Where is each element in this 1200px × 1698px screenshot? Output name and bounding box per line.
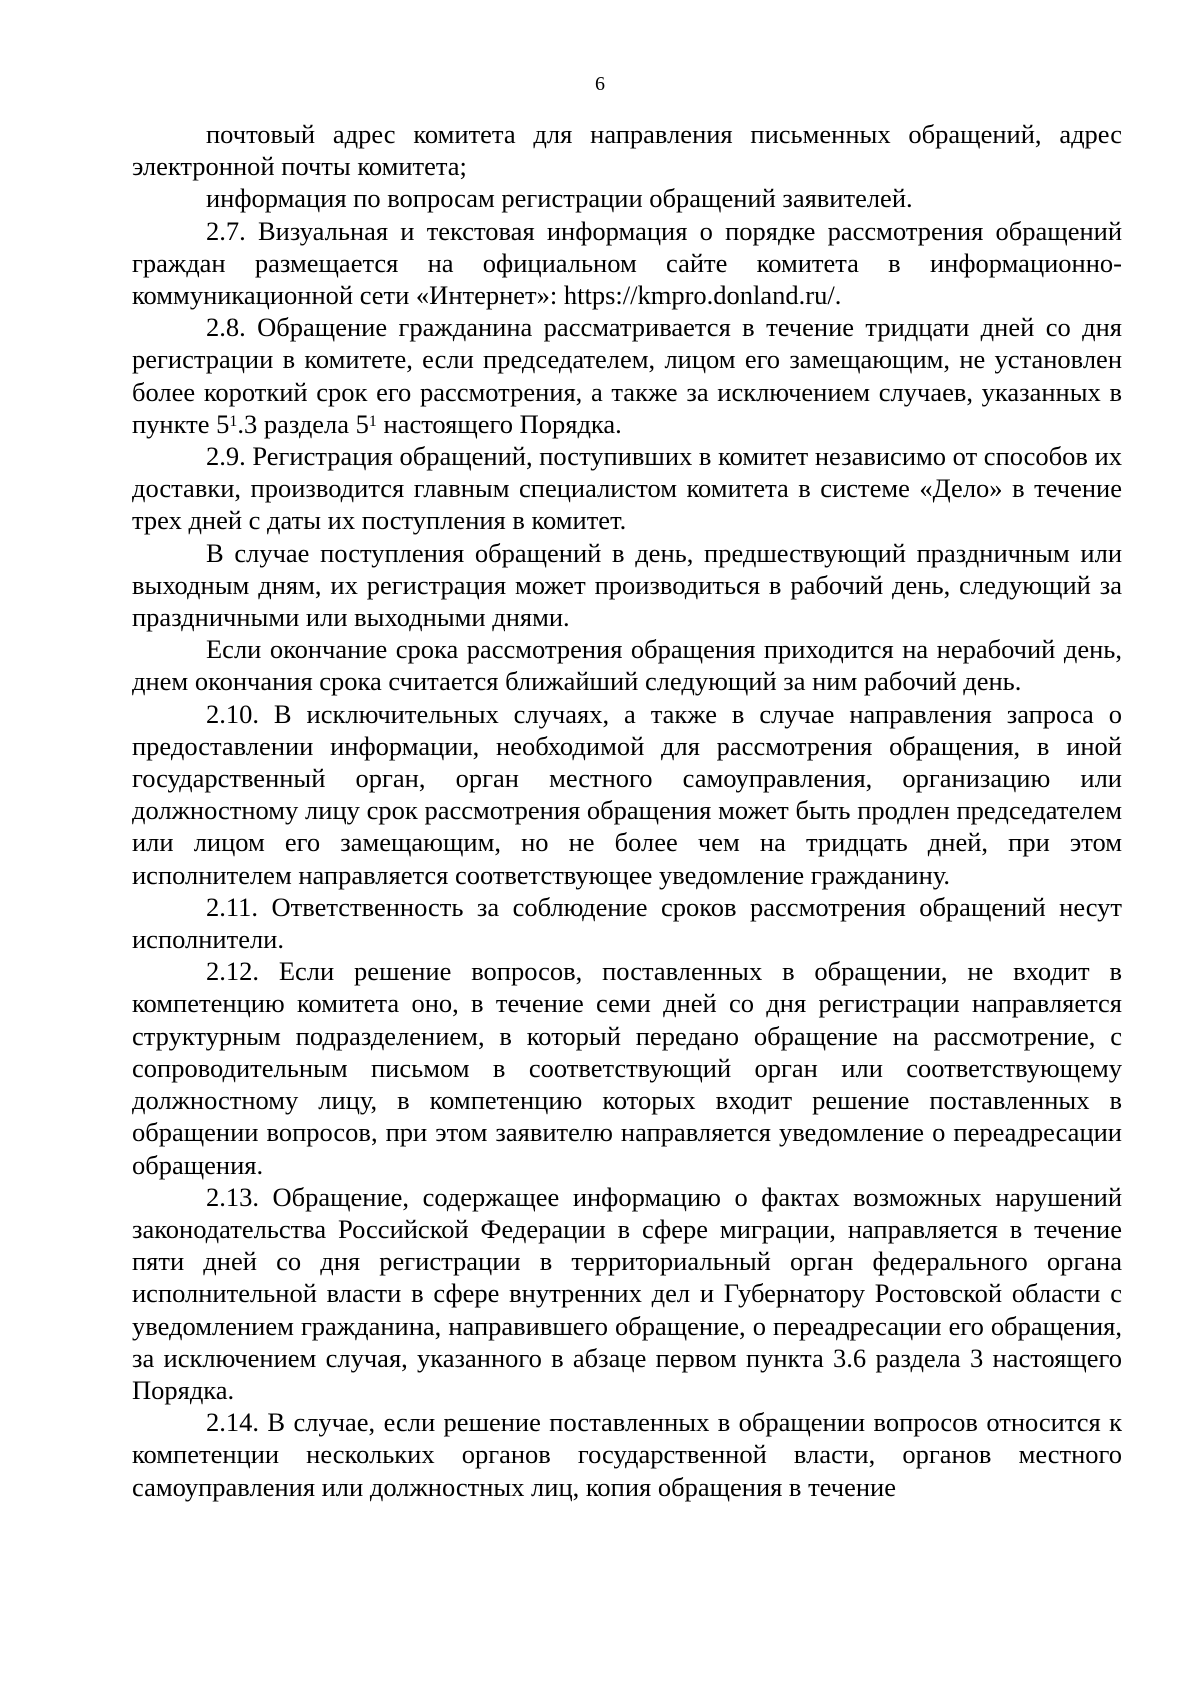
section-ref-superscript-2: 1	[368, 412, 377, 430]
section-ref-superscript: 1	[229, 412, 238, 430]
paragraph-2-11: 2.11. Ответственность за соблюдение сроков рассмотрения обращений несут исполнители.	[132, 891, 1122, 955]
section-ref-base: 5	[216, 408, 230, 439]
paragraph-2-9: 2.9. Регистрация обращений, поступивших в комитет независимо от способов их доставки, производится главным специалистом комитета в системе «Дело» в течение трех дней с даты их поступления в комитет.	[132, 441, 1122, 536]
paragraph-2-10: 2.10. В исключительных случаях, а также в случае направления запроса о предоставлении информации, необходимой для рассмотрения обращения, в иной государственный орган, орган местного самоуправления, организацию или должностному лицу срок рассмотрения обращения может быть продлен председателем или лицом его замещающим, но не более чем на тридцать дней, при этом исполнителем направляется соответствующее уведомление гражданину.	[132, 698, 1122, 890]
document-body	[132, 118, 1122, 1503]
paragraph-2-13: 2.13. Обращение, содержащее информацию о фактах возможных нарушений законодательства Российской Федерации в сфере миграции, направляется в течение пяти дней со дня регистрации в территориальный орган федерального органа исполнительной власти в сфере внутренних дел и Губернатору Ростовской области с уведомлением гражданина, направившего обращение, о переадресации его обращения, за исключением случая, указанного в абзаце первом пункта 3.6 раздела 3 настоящего Порядка.	[132, 1181, 1122, 1405]
section-ref-base-2: 5	[355, 408, 369, 439]
paragraph-registration-info: информация по вопросам регистрации обращений заявителей.	[206, 183, 913, 214]
paragraph-2-8-text: 2.8. Обращение гражданина рассматривается в течение тридцати дней со дня регистрации в комитете, если председателем, лицом его замещающим, не установлен более короткий срок его рассмотрения, а также за исключением случаев, указанных в пункте	[132, 312, 1122, 439]
paragraph-deadline-nonworking-day: Если окончание срока рассмотрения обращения приходится на нерабочий день, днем окончания срока считается ближайший следующий за ним рабочий день.	[132, 634, 1122, 697]
paragraph-2-7: 2.7. Визуальная и текстовая информация о порядке рассмотрения обращений граждан размещается на официальном сайте комитета в информационно-коммуникационной сети «Интернет»: https://kmpro.donland.ru/.	[132, 215, 1122, 311]
page-number: 6	[595, 73, 605, 95]
paragraph-holiday-registration: В случае поступления обращений в день, предшествующий праздничным или выходным дням, их регистрация может производиться в рабочий день, следующий за праздничными или выходными днями.	[132, 537, 1122, 633]
paragraph-2-14: 2.14. В случае, если решение поставленных в обращении вопросов относится к компетенции нескольких органов государственной власти, органов местного самоуправления или должностных лиц, копия обращения в течение	[132, 1407, 1122, 1502]
paragraph-postal-address: почтовый адрес комитета для направления письменных обращений, адрес электронной почты комитета;	[132, 119, 1122, 182]
section-ref-tail: настоящего Порядка.	[376, 408, 622, 439]
paragraph-2-12: 2.12. Если решение вопросов, поставленных в обращении, не входит в компетенцию комитета оно, в течение семи дней со дня регистрации направляется структурным подразделением, в который передано обращение на рассмотрение, с сопроводительным письмом в соответствующий орган или соответствующему должностному лицу, в компетенцию которых входит решение поставленных в обращении вопросов, при этом заявителю направляется уведомление о переадресации обращения.	[132, 956, 1122, 1180]
paragraph-2-8	[132, 311, 1122, 440]
section-ref-middle: .3 раздела	[237, 408, 356, 439]
